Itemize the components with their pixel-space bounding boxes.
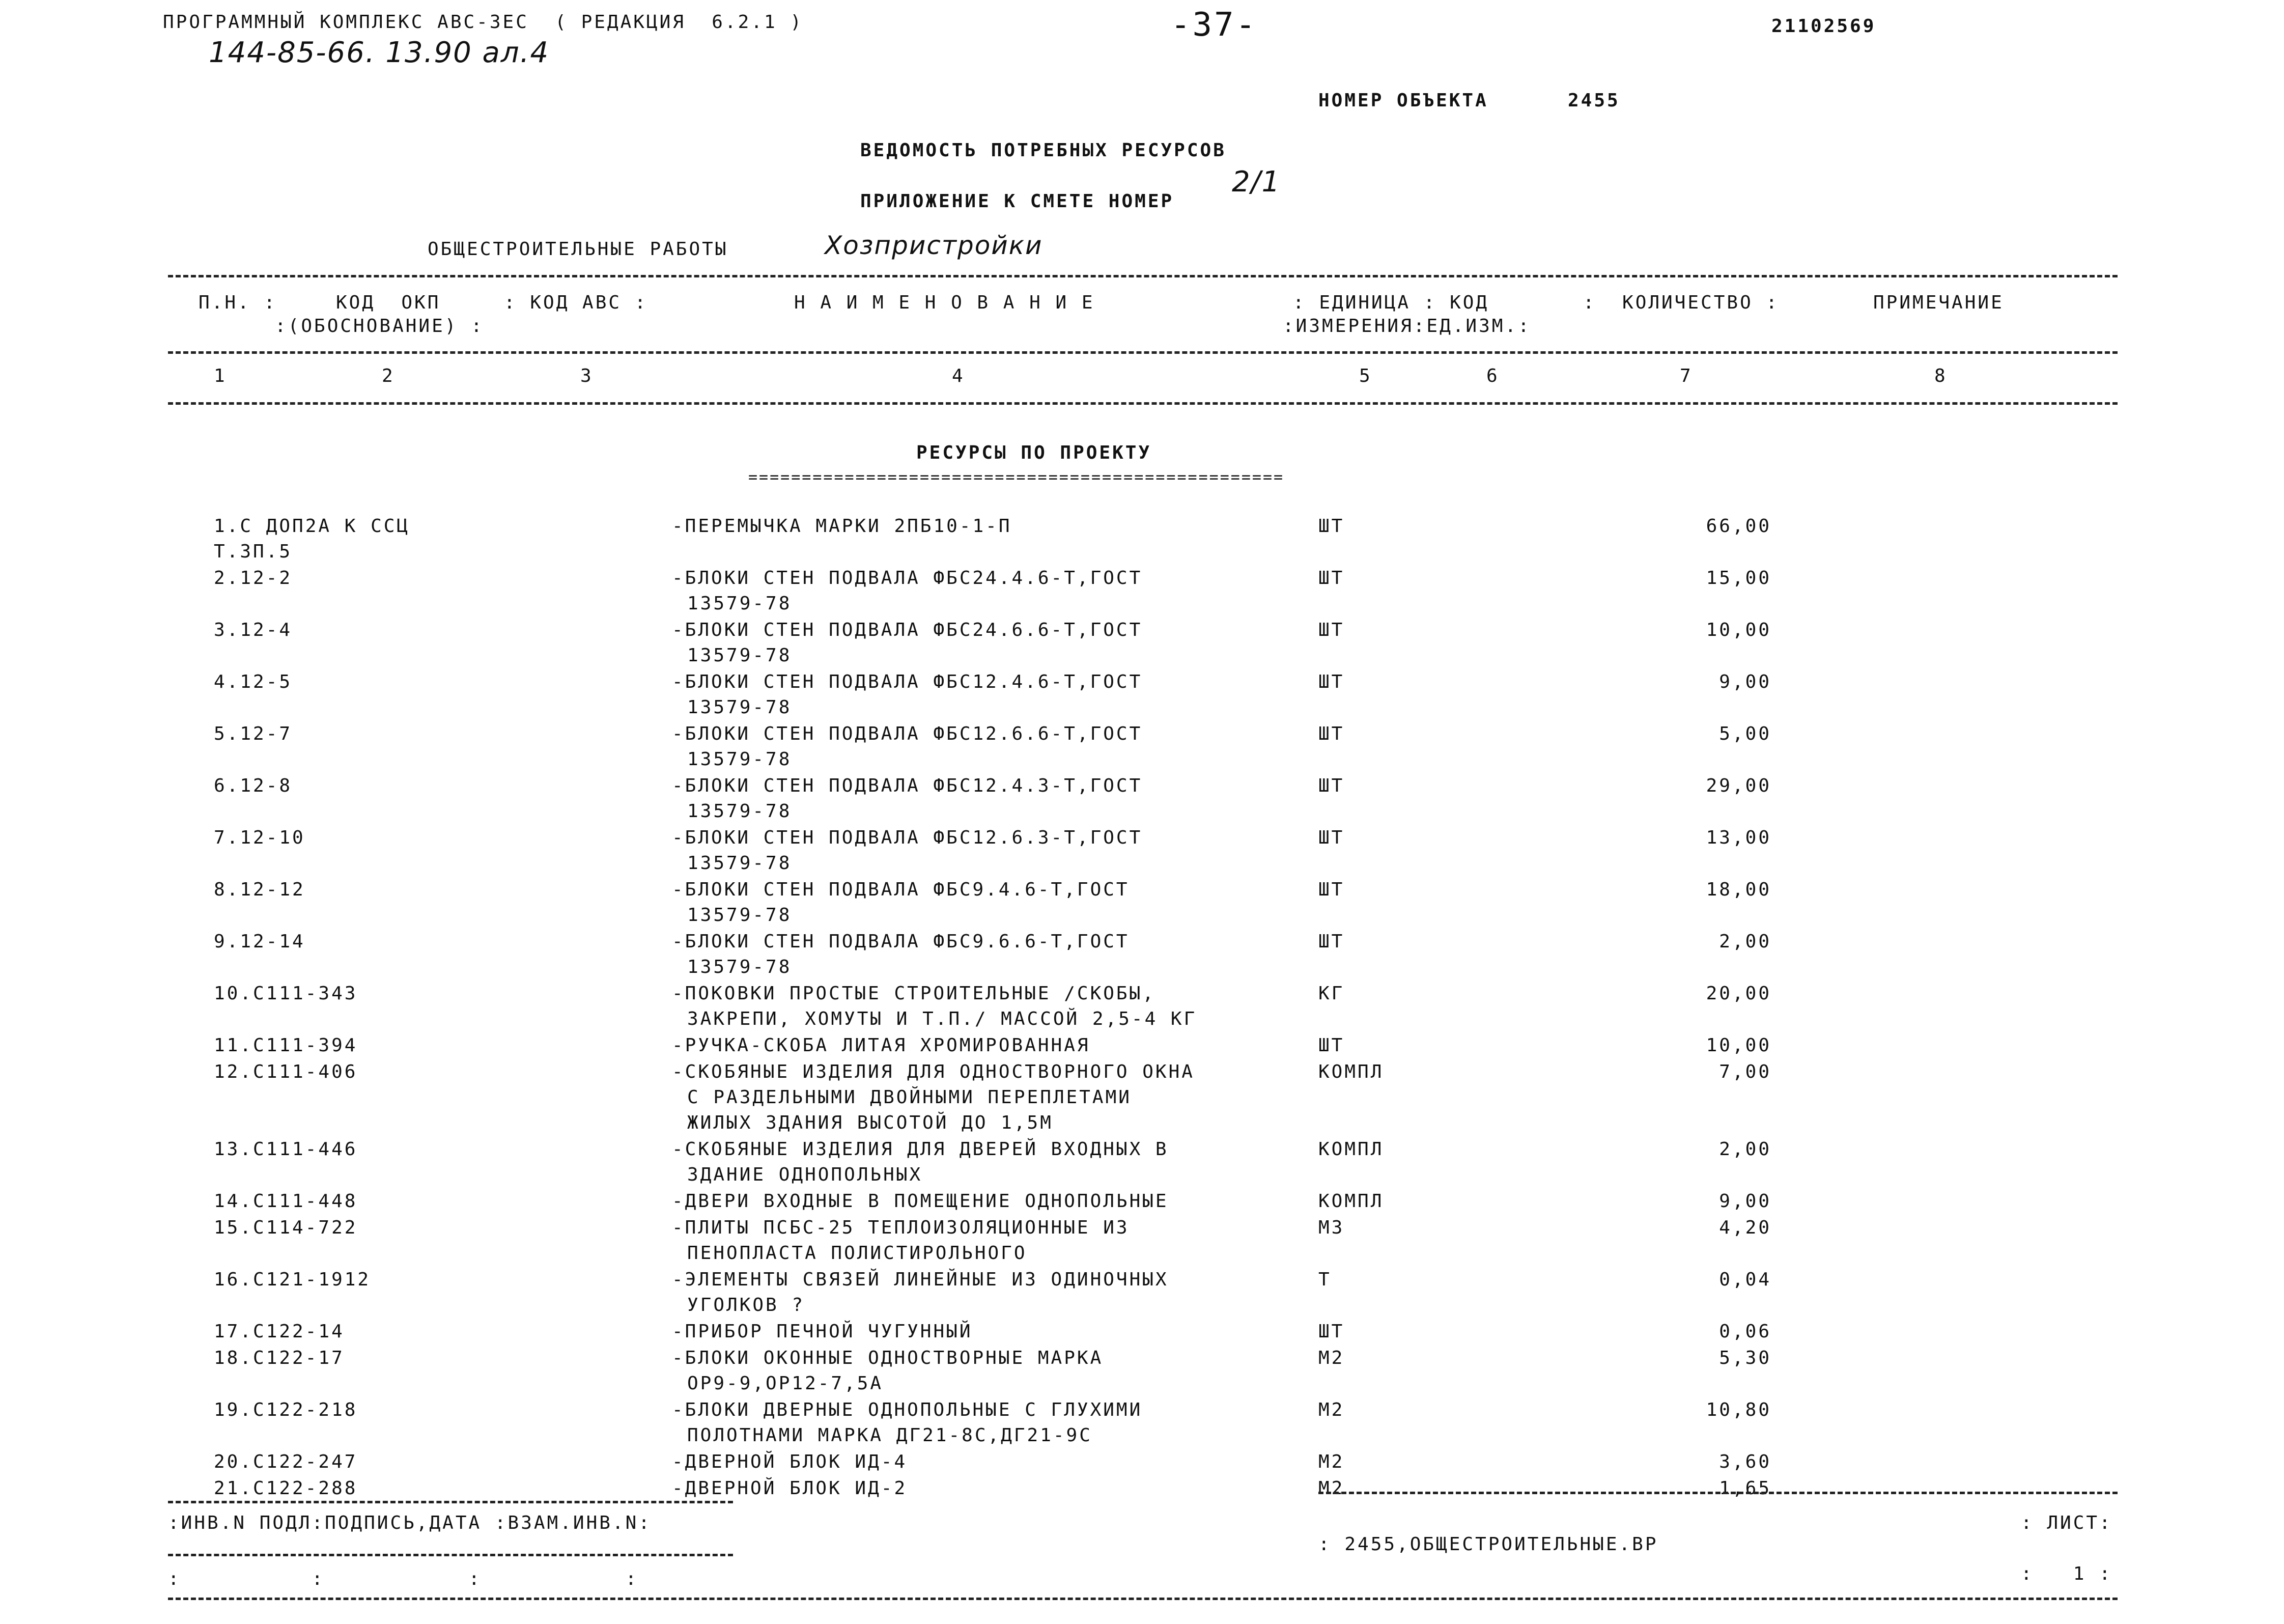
- doc-code: 21102569: [1771, 16, 1876, 37]
- row-quantity: 18,00: [1706, 879, 1771, 900]
- row-unit: М2: [1318, 1478, 1345, 1499]
- row-name: -БЛОКИ СТЕН ПОДВАЛА ФБС9.6.6-Т,ГОСТ: [672, 931, 1130, 952]
- row-name-cont: 13579-78: [687, 697, 792, 718]
- row-name: -ПРИБОР ПЕЧНОЙ ЧУГУННЫЙ: [672, 1321, 973, 1342]
- row-name: -ДВЕРИ ВХОДНЫЕ В ПОМЕЩЕНИЕ ОДНОПОЛЬНЫЕ: [672, 1191, 1169, 1212]
- row-code: 2.12-2: [214, 568, 293, 589]
- handwritten-code: 144-85-66. 13.90 ал.4: [209, 36, 550, 69]
- appendix-number: 2/1: [1232, 165, 1281, 199]
- row-name: -БЛОКИ СТЕН ПОДВАЛА ФБС12.4.6-Т,ГОСТ: [672, 671, 1143, 692]
- row-code: 6.12-8: [214, 775, 293, 796]
- row-name-cont: 13579-78: [687, 905, 792, 926]
- row-unit: ШТ: [1318, 931, 1345, 952]
- row-code: 14.С111-448: [214, 1191, 358, 1212]
- row-name: -БЛОКИ СТЕН ПОДВАЛА ФБС24.4.6-Т,ГОСТ: [672, 568, 1143, 589]
- row-quantity: 9,00: [1719, 1191, 1771, 1212]
- row-code: 3.12-4: [214, 620, 293, 640]
- row-name: -ЭЛЕМЕНТЫ СВЯЗЕЙ ЛИНЕЙНЫЕ ИЗ ОДИНОЧНЫХ: [672, 1269, 1169, 1290]
- row-name-cont: ЗАКРЕПИ, ХОМУТЫ И Т.П./ МАССОЙ 2,5-4 КГ: [687, 1009, 1197, 1029]
- row-name-cont: С РАЗДЕЛЬНЫМИ ДВОЙНЫМИ ПЕРЕПЛЕТАМИ: [687, 1087, 1132, 1108]
- program-header: ПРОГРАММНЫЙ КОМПЛЕКС АВС-3ЕС ( РЕДАКЦИЯ 6.2.1 ): [163, 12, 804, 33]
- col-number-3: 3: [580, 366, 594, 386]
- object-label: НОМЕР ОБЪЕКТА: [1318, 90, 1488, 111]
- col-number-5: 5: [1359, 366, 1372, 386]
- row-code: 12.С111-406: [214, 1061, 358, 1082]
- col-number-6: 6: [1486, 366, 1500, 386]
- footer-rule-left-mid: [168, 1554, 733, 1556]
- row-name-cont2: ЖИЛЫХ ЗДАНИЯ ВЫСОТОЙ ДО 1,5М: [687, 1112, 1053, 1133]
- row-unit: ШТ: [1318, 1321, 1345, 1342]
- row-unit: Т: [1318, 1269, 1332, 1290]
- section-title: РЕСУРСЫ ПО ПРОЕКТУ: [916, 442, 1152, 463]
- row-unit: ШТ: [1318, 620, 1345, 640]
- row-name: -БЛОКИ СТЕН ПОДВАЛА ФБС24.6.6-Т,ГОСТ: [672, 620, 1143, 640]
- row-quantity: 15,00: [1706, 568, 1771, 589]
- row-code: 15.С114-722: [214, 1217, 358, 1238]
- sheet-label: : ЛИСТ:: [2021, 1513, 2112, 1533]
- row-unit: КОМПЛ: [1318, 1061, 1384, 1082]
- row-name: -БЛОКИ ДВЕРНЫЕ ОДНОПОЛЬНЫЕ С ГЛУХИМИ: [672, 1399, 1143, 1420]
- object-number: 2455: [1568, 90, 1620, 111]
- row-name: -РУЧКА-СКОБА ЛИТАЯ ХРОМИРОВАННАЯ: [672, 1035, 1090, 1056]
- row-code: 17.С122-14: [214, 1321, 345, 1342]
- document-title: ВЕДОМОСТЬ ПОТРЕБНЫХ РЕСУРСОВ: [860, 140, 1226, 161]
- row-unit: ШТ: [1318, 568, 1345, 589]
- row-unit: М2: [1318, 1399, 1345, 1420]
- row-name: -ДВЕРНОЙ БЛОК ИД-4: [672, 1451, 908, 1472]
- row-code: 18.С122-17: [214, 1348, 345, 1368]
- row-name: -БЛОКИ СТЕН ПОДВАЛА ФБС9.4.6-Т,ГОСТ: [672, 879, 1130, 900]
- row-code: 16.С121-1912: [214, 1269, 371, 1290]
- row-code: 9.12-14: [214, 931, 305, 952]
- row-unit: ШТ: [1318, 775, 1345, 796]
- stamp-blanks: : : : :: [168, 1569, 639, 1589]
- footer-rule-left-top: [168, 1501, 733, 1503]
- row-unit: ШТ: [1318, 1035, 1345, 1056]
- row-unit: М2: [1318, 1348, 1345, 1368]
- row-name: -СКОБЯНЫЕ ИЗДЕЛИЯ ДЛЯ ОДНОСТВОРНОГО ОКНА: [672, 1061, 1195, 1082]
- col-header-2a: КОД ОКП: [336, 292, 441, 313]
- row-name-cont: ОР9-9,ОР12-7,5А: [687, 1373, 884, 1394]
- row-code: 21.С122-288: [214, 1478, 358, 1499]
- row-name: -ПОКОВКИ ПРОСТЫЕ СТРОИТЕЛЬНЫЕ /СКОБЫ,: [672, 983, 1155, 1004]
- row-code: 5.12-7: [214, 723, 293, 744]
- row-quantity: 13,00: [1706, 827, 1771, 848]
- row-unit: КОМПЛ: [1318, 1139, 1384, 1160]
- row-quantity: 29,00: [1706, 775, 1771, 796]
- row-unit: М2: [1318, 1451, 1345, 1472]
- col-number-4: 4: [952, 366, 965, 386]
- row-name: -ДВЕРНОЙ БЛОК ИД-2: [672, 1478, 908, 1499]
- row-unit: ШТ: [1318, 827, 1345, 848]
- row-code: 11.С111-394: [214, 1035, 358, 1056]
- col-number-2: 2: [382, 366, 395, 386]
- row-unit: ШТ: [1318, 723, 1345, 744]
- row-quantity: 9,00: [1719, 671, 1771, 692]
- row-code: 8.12-12: [214, 879, 305, 900]
- col-number-8: 8: [1934, 366, 1948, 386]
- page-number: -37-: [1171, 6, 1258, 44]
- row-name-cont: 13579-78: [687, 853, 792, 874]
- row-name: -СКОБЯНЫЕ ИЗДЕЛИЯ ДЛЯ ДВЕРЕЙ ВХОДНЫХ В: [672, 1139, 1169, 1160]
- col-header-5a: : ЕДИНИЦА : КОД: [1293, 292, 1489, 313]
- col-header-1: П.Н. :: [199, 292, 277, 313]
- row-quantity: 66,00: [1706, 516, 1771, 537]
- row-unit: ШТ: [1318, 516, 1345, 537]
- row-quantity: 0,04: [1719, 1269, 1771, 1290]
- row-quantity: 3,60: [1719, 1451, 1771, 1472]
- row-name: -БЛОКИ СТЕН ПОДВАЛА ФБС12.6.3-Т,ГОСТ: [672, 827, 1143, 848]
- row-quantity: 4,20: [1719, 1217, 1771, 1238]
- col-header-2b: :(ОБОСНОВАНИЕ) :: [275, 316, 484, 337]
- row-quantity: 10,00: [1706, 620, 1771, 640]
- appendix-label: ПРИЛОЖЕНИЕ К СМЕТЕ НОМЕР: [860, 191, 1174, 212]
- row-quantity: 0,06: [1719, 1321, 1771, 1342]
- row-quantity: 2,00: [1719, 931, 1771, 952]
- row-code: 1.С ДОП2А К ССЦ: [214, 516, 410, 537]
- row-name: -ПЕРЕМЫЧКА МАРКИ 2ПБ10-1-П: [672, 516, 1012, 537]
- works-object: Хозпристройки: [825, 231, 1043, 260]
- row-name-cont: 13579-78: [687, 801, 792, 822]
- row-name: -БЛОКИ СТЕН ПОДВАЛА ФБС12.4.3-Т,ГОСТ: [672, 775, 1143, 796]
- row-name: -ПЛИТЫ ПСБС-25 ТЕПЛОИЗОЛЯЦИОННЫЕ ИЗ: [672, 1217, 1130, 1238]
- footer-rule-right-top: [1318, 1492, 2118, 1494]
- row-name: -БЛОКИ ОКОННЫЕ ОДНОСТВОРНЫЕ МАРКА: [672, 1348, 1104, 1368]
- section-underline: ==================================================: [748, 468, 1285, 486]
- stamp-headers: :ИНВ.N ПОДЛ:ПОДПИСЬ,ДАТА :ВЗАМ.ИНВ.N:: [168, 1513, 652, 1533]
- row-name-cont: УГОЛКОВ ?: [687, 1295, 805, 1315]
- row-quantity: 20,00: [1706, 983, 1771, 1004]
- row-quantity: 5,00: [1719, 723, 1771, 744]
- col-header-3: : КОД АВС :: [504, 292, 648, 313]
- footer-rule-bottom: [168, 1598, 2118, 1600]
- col-header-7: : КОЛИЧЕСТВО :: [1583, 292, 1780, 313]
- row-quantity: 2,00: [1719, 1139, 1771, 1160]
- row-code-cont: Т.3П.5: [214, 541, 293, 562]
- row-name-cont: 13579-78: [687, 593, 792, 614]
- row-code: 19.С122-218: [214, 1399, 358, 1420]
- row-quantity: 5,30: [1719, 1348, 1771, 1368]
- footer-object-title: : 2455,ОБЩЕСТРОИТЕЛЬНЫЕ.ВР: [1318, 1534, 1658, 1555]
- row-code: 13.С111-446: [214, 1139, 358, 1160]
- row-code: 20.С122-247: [214, 1451, 358, 1472]
- col-header-4: Н А И М Е Н О В А Н И Е: [794, 292, 1095, 313]
- row-name: -БЛОКИ СТЕН ПОДВАЛА ФБС12.6.6-Т,ГОСТ: [672, 723, 1143, 744]
- row-unit: ШТ: [1318, 671, 1345, 692]
- row-unit: КОМПЛ: [1318, 1191, 1384, 1212]
- row-unit: КГ: [1318, 983, 1345, 1004]
- row-name-cont: ПОЛОТНАМИ МАРКА ДГ21-8С,ДГ21-9С: [687, 1425, 1092, 1446]
- col-number-7: 7: [1680, 366, 1693, 386]
- row-name-cont: ЗДАНИЕ ОДНОПОЛЬНЫХ: [687, 1164, 923, 1185]
- row-name-cont: 13579-78: [687, 957, 792, 977]
- col-number-1: 1: [214, 366, 227, 386]
- col-header-5b: :ИЗМЕРЕНИЯ:ЕД.ИЗМ.:: [1283, 316, 1531, 337]
- row-quantity: 1,65: [1719, 1478, 1771, 1499]
- row-unit: ШТ: [1318, 879, 1345, 900]
- works-label: ОБЩЕСТРОИТЕЛЬНЫЕ РАБОТЫ: [428, 239, 728, 260]
- sheet-number: : 1 :: [2021, 1563, 2112, 1584]
- col-header-8: ПРИМЕЧАНИЕ: [1873, 292, 2004, 313]
- row-name-cont: 13579-78: [687, 749, 792, 770]
- row-quantity: 10,80: [1706, 1399, 1771, 1420]
- row-quantity: 10,00: [1706, 1035, 1771, 1056]
- row-name-cont: ПЕНОПЛАСТА ПОЛИСТИРОЛЬНОГО: [687, 1243, 1027, 1264]
- row-code: 4.12-5: [214, 671, 293, 692]
- row-code: 10.С111-343: [214, 983, 358, 1004]
- row-name-cont: 13579-78: [687, 645, 792, 666]
- row-unit: М3: [1318, 1217, 1345, 1238]
- row-quantity: 7,00: [1719, 1061, 1771, 1082]
- row-code: 7.12-10: [214, 827, 305, 848]
